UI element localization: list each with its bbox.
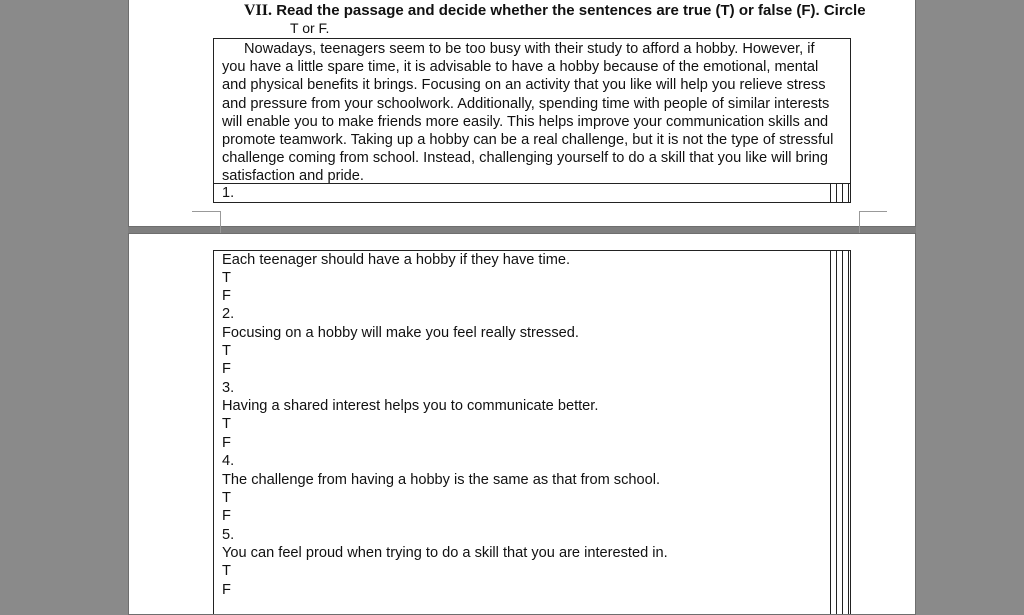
question-2-number: 2.	[222, 306, 235, 322]
exercise-number: VII.	[244, 2, 273, 19]
question-4-statement: The challenge from having a hobby is the same as that from school.	[222, 472, 661, 488]
document-page-2	[128, 233, 916, 615]
question-1-statement: Each teenager should have a hobby if they have time.	[222, 252, 571, 268]
exercise-instruction: Read the passage and decide whether the sentences are true (T) or false (F). Circle	[276, 2, 866, 19]
question-1-row	[213, 183, 851, 203]
question-3-statement: Having a shared interest helps you to communicate better.	[222, 398, 599, 414]
exercise-instruction-continued: T or F.	[290, 20, 330, 36]
question-4-option-f[interactable]: F	[222, 508, 231, 524]
question-4-option-t[interactable]: T	[222, 490, 231, 506]
question-2-statement: Focusing on a hobby will make you feel really stressed.	[222, 325, 579, 341]
document-page-1	[128, 0, 916, 227]
question-1-option-f[interactable]: F	[222, 288, 231, 304]
question-3-option-f[interactable]: F	[222, 435, 231, 451]
question-5-statement: You can feel proud when trying to do a skill that you are interested in.	[222, 545, 668, 561]
question-5-option-t[interactable]: T	[222, 563, 231, 579]
question-3-number: 3.	[222, 380, 235, 396]
margin-mark	[192, 211, 220, 212]
reading-passage: Nowadays, teenagers seem to be too busy with their study to afford a hobby. However, if you have a little spare time, it is advisable to have a hobby because of the emotional, mental and physical benefits it brings. Focusing on an activity that you like will help you relieve stress and pressure from your schoolwork. Additionally, spending time with people of similar interests will enable you to make friends more easily. This helps improve your communication skills and promote teamwork. Taking up a hobby can be a real challenge, but it is not the type of stressful challenge coming from school. Instead, challenging yourself to do a skill that you like will bring satisfaction and pride.	[213, 38, 851, 184]
exercise-heading	[244, 3, 866, 19]
questions-table	[213, 250, 851, 615]
question-5-option-f[interactable]: F	[222, 582, 231, 598]
question-1-option-t[interactable]: T	[222, 270, 231, 286]
question-2-option-t[interactable]: T	[222, 343, 231, 359]
question-5-number: 5.	[222, 527, 235, 543]
table-border-lines	[830, 184, 850, 202]
question-4-number: 4.	[222, 453, 235, 469]
question-number: 1.	[222, 185, 235, 201]
table-border-lines	[830, 251, 850, 615]
margin-mark	[859, 211, 887, 212]
question-3-option-t[interactable]: T	[222, 416, 231, 432]
question-2-option-f[interactable]: F	[222, 361, 231, 377]
